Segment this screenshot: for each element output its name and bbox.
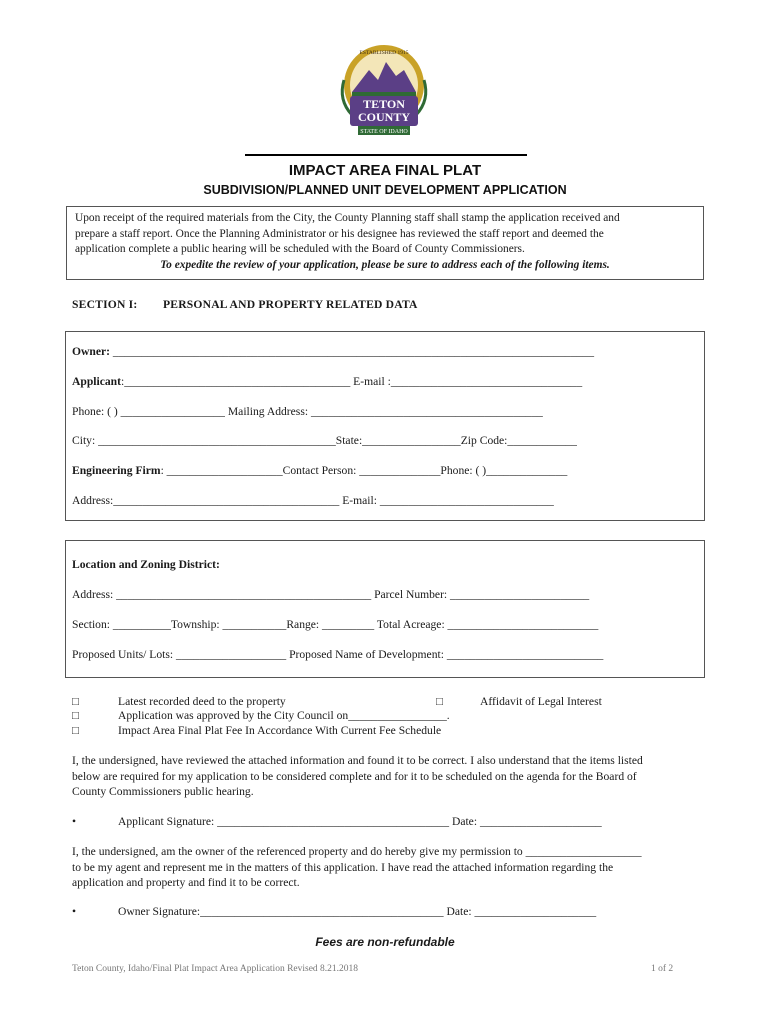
checkbox-deed[interactable]: □ — [72, 695, 80, 708]
fees-note: Fees are non-refundable — [315, 935, 455, 949]
proposed-units-field[interactable]: Proposed Units/ Lots: ___________________ Proposed Name of Development: ___________________________ — [72, 648, 604, 661]
owner-signature-field[interactable]: Owner Signature:__________________________________________ Date: _____________________ — [118, 905, 597, 918]
svg-text:STATE OF IDAHO: STATE OF IDAHO — [360, 129, 408, 135]
form-title: IMPACT AREA FINAL PLAT — [288, 162, 482, 179]
engineering-blank[interactable]: : ____________________Contact Person: ______________Phone: ( )______________ — [160, 464, 568, 477]
checklist-item: Application was approved by the City Council on_________________. — [118, 709, 450, 722]
location-heading: Location and Zoning District: — [72, 558, 220, 571]
intro-line: Upon receipt of the required materials from the City, the County Planning staff shall stamp the application received and — [75, 212, 620, 224]
checkbox-affidavit[interactable]: □ — [436, 695, 444, 708]
checkbox-fee[interactable]: □ — [72, 724, 80, 737]
paragraph-line: I, the undersigned, am the owner of the referenced property and do hereby give my permission to ____________________ — [72, 845, 642, 858]
address-email-field[interactable]: Address:_______________________________________ E-mail: ______________________________ — [72, 494, 554, 507]
phone-mailing-field[interactable]: Phone: ( ) __________________ Mailing Address: ________________________________________ — [72, 405, 543, 418]
applicant-signature-field[interactable]: Applicant Signature: ________________________________________ Date: _____________________ — [118, 815, 602, 828]
intro-box — [66, 206, 704, 280]
title-rule — [245, 154, 527, 156]
paragraph-line: County Commissioners public hearing. — [72, 785, 254, 799]
owner-blank[interactable]: ___________________________________________________________________________________ — [110, 345, 595, 358]
personal-data-box — [65, 331, 705, 521]
county-seal-icon — [334, 40, 434, 140]
paragraph-line: to be my agent and represent me in the matters of this application. I have read the attached information regarding the — [72, 860, 614, 874]
checkbox-council-approval[interactable]: □ — [72, 709, 80, 722]
svg-text:ESTABLISHED 1915: ESTABLISHED 1915 — [359, 50, 409, 56]
svg-text:TETON: TETON — [363, 97, 405, 111]
intro-line: prepare a staff report. Once the Planning Administrator or his designee has reviewed the staff report and deemed the — [75, 227, 604, 240]
section-number: SECTION I: — [72, 298, 138, 311]
location-address-field[interactable]: Address: ____________________________________________ Parcel Number: ________________________ — [72, 588, 590, 601]
page-number: 1 of 2 — [651, 964, 674, 974]
footer-revision-text: Teton County, Idaho/Final Plat Impact Area Application Revised 8.21.2018 — [72, 964, 359, 974]
teton-county-logo — [334, 40, 434, 140]
form-subtitle: SUBDIVISION/PLANNED UNIT DEVELOPMENT APPLICATION — [203, 183, 567, 197]
intro-emphasis: To expedite the review of your application, please be sure to address each of the following items. — [160, 258, 610, 271]
certification-paragraph — [72, 753, 700, 800]
paragraph-line: application and property and find it to be correct. — [72, 876, 300, 890]
paragraph-line: below are required for my application to be considered complete and for it to be scheduled on the agenda for the Board of — [72, 769, 637, 783]
checklist-item: Impact Area Final Plat Fee In Accordance With Current Fee Schedule — [118, 724, 442, 737]
owner-field[interactable] — [72, 345, 594, 358]
permission-paragraph — [72, 844, 700, 891]
owner-label: Owner: — [72, 345, 110, 358]
svg-text:COUNTY: COUNTY — [357, 110, 411, 124]
intro-line: application complete a public hearing will be scheduled with the Board of County Commissioners. — [75, 243, 525, 256]
applicant-blank[interactable]: :_______________________________________ E-mail :_________________________________ — [120, 375, 583, 388]
engineering-label: Engineering Firm — [72, 464, 161, 477]
engineering-firm-field[interactable] — [72, 464, 567, 477]
bullet-icon: • — [72, 905, 77, 918]
section-township-range-field[interactable]: Section: __________Township: ___________Range: _________ Total Acreage: __________________________ — [72, 618, 599, 631]
bullet-icon: • — [72, 815, 77, 828]
paragraph-line: I, the undersigned, have reviewed the attached information and found it to be correct. I also understand that the items listed — [72, 754, 643, 767]
applicant-field[interactable] — [72, 375, 582, 388]
applicant-label: Applicant — [72, 375, 121, 388]
checklist-item: Latest recorded deed to the property — [118, 695, 286, 708]
city-state-zip-field[interactable]: City: _________________________________________State:_________________Zip Code:____________ — [72, 434, 577, 447]
checklist-item: Affidavit of Legal Interest — [480, 695, 602, 708]
section-title: PERSONAL AND PROPERTY RELATED DATA — [163, 298, 418, 311]
